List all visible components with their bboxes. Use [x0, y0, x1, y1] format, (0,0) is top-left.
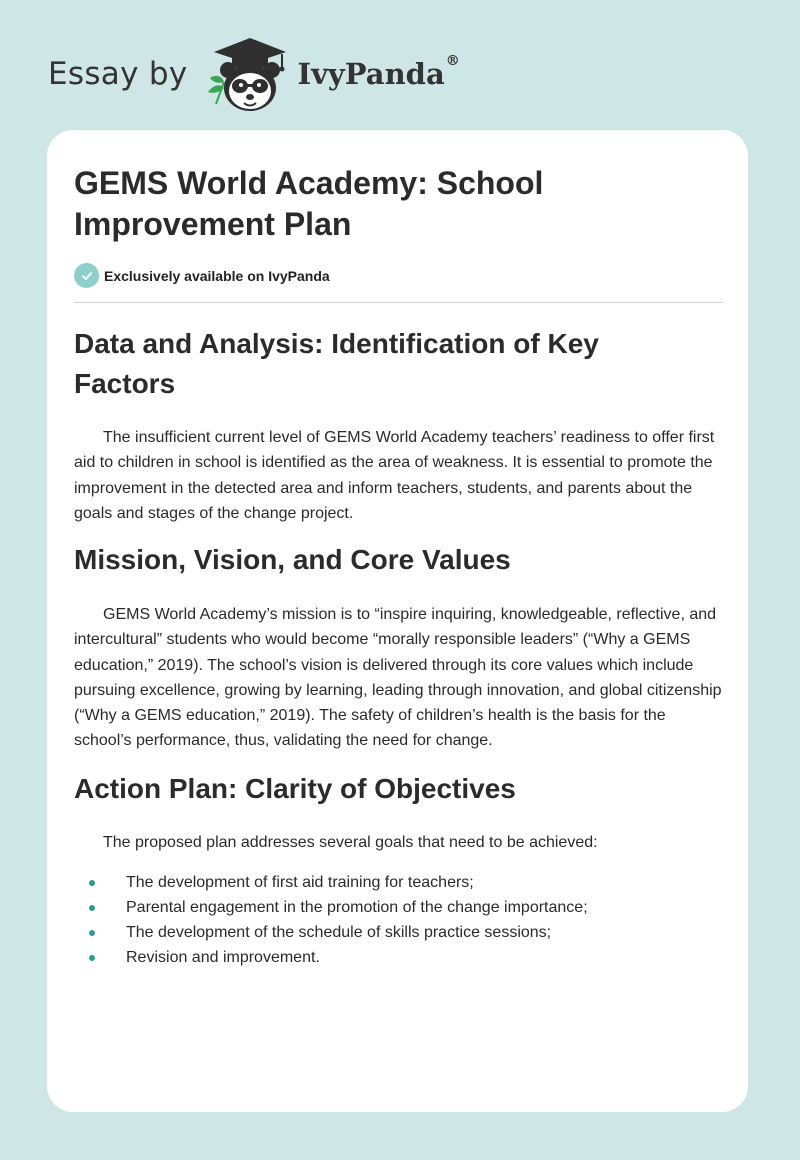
bullet-dot-icon — [89, 880, 95, 886]
brand-name[interactable] — [297, 53, 460, 91]
list-item-text: The development of first aid training for teachers; — [126, 874, 474, 891]
title-divider — [74, 302, 723, 303]
bullet-dot-icon — [89, 930, 95, 936]
list-item — [74, 870, 724, 895]
section-heading-action-plan: Action Plan: Clarity of Objectives — [74, 773, 516, 804]
brand-name-text: IvyPanda — [297, 57, 445, 91]
list-item-text: Revision and improvement. — [126, 949, 320, 966]
list-item — [74, 920, 724, 945]
essay-card — [47, 130, 748, 1112]
exclusive-label: Exclusively available on IvyPanda — [104, 267, 330, 284]
section-heading-mission: Mission, Vision, and Core Values — [74, 544, 511, 575]
bullet-dot-icon — [89, 905, 95, 911]
registered-mark: ® — [445, 53, 460, 69]
section-heading-data-analysis: Data and Analysis: Identification of Key Factors — [74, 328, 599, 399]
exclusive-badge — [74, 263, 330, 288]
page-title: GEMS World Academy: School Improvement Plan — [74, 165, 544, 242]
section-paragraph-data-analysis: The insufficient current level of GEMS World Academy teachers’ readiness to offer first aid to children in school is identified as the area of weakness. It is essential to promote the improvement in the detected area and inform teachers, students, and parents about the goals and stages of the change project. — [74, 429, 715, 522]
objectives-list — [74, 870, 724, 970]
list-item-text: Parental engagement in the promotion of the change importance; — [126, 899, 588, 916]
site-header — [48, 34, 460, 114]
list-item — [74, 895, 724, 920]
bullet-dot-icon — [89, 955, 95, 961]
check-icon — [74, 263, 99, 288]
essay-by-label: Essay by — [48, 56, 188, 92]
section-paragraph-action-plan: The proposed plan addresses several goals that need to be achieved: — [103, 834, 598, 851]
list-item — [74, 945, 724, 970]
list-item-text: The development of the schedule of skills practice sessions; — [126, 924, 552, 941]
section-paragraph-mission: GEMS World Academy’s mission is to “inspire inquiring, knowledgeable, reflective, and intercultural” students who would become “morally responsible leaders” (“Why a GEMS education,” 2019). The school’s vision is delivered through its core values which include pursuing excellence, growing by learning, leading through innovation, and global citizenship (“Why a GEMS education,” 2019). The safety of children’s health is the basis for the school’s performance, thus, validating the need for change. — [74, 606, 722, 750]
panda-graduate-logo-icon[interactable] — [202, 34, 294, 114]
